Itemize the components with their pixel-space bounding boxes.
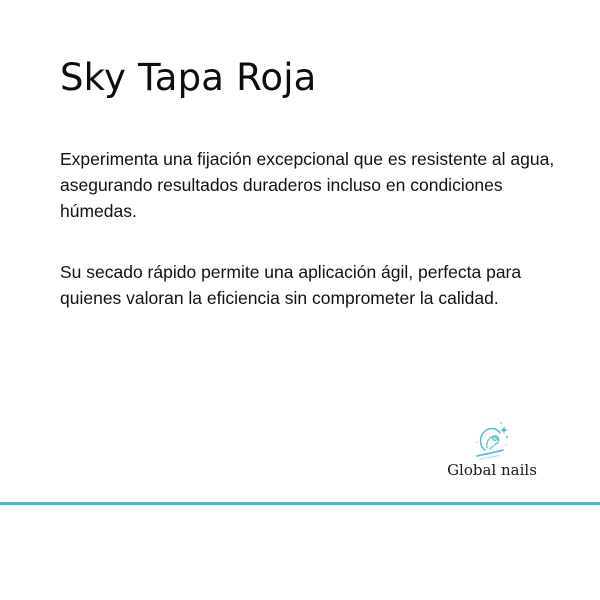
description-paragraph-2: Su secado rápido permite una aplicación ágil, perfecta para quienes valoran la eficiencia sin comprometer la calidad. bbox=[60, 262, 522, 308]
brand-logo bbox=[440, 420, 550, 490]
accent-divider bbox=[0, 502, 600, 505]
description-paragraph-1: Experimenta una fijación excepcional que es resistente al agua, asegurando resultados duraderos incluso en condiciones húmedas. bbox=[60, 149, 555, 221]
brand-name: Global nails bbox=[447, 461, 537, 479]
nail-brush-sparkle-icon bbox=[471, 420, 511, 462]
page-title: Sky Tapa Roja bbox=[60, 56, 317, 99]
